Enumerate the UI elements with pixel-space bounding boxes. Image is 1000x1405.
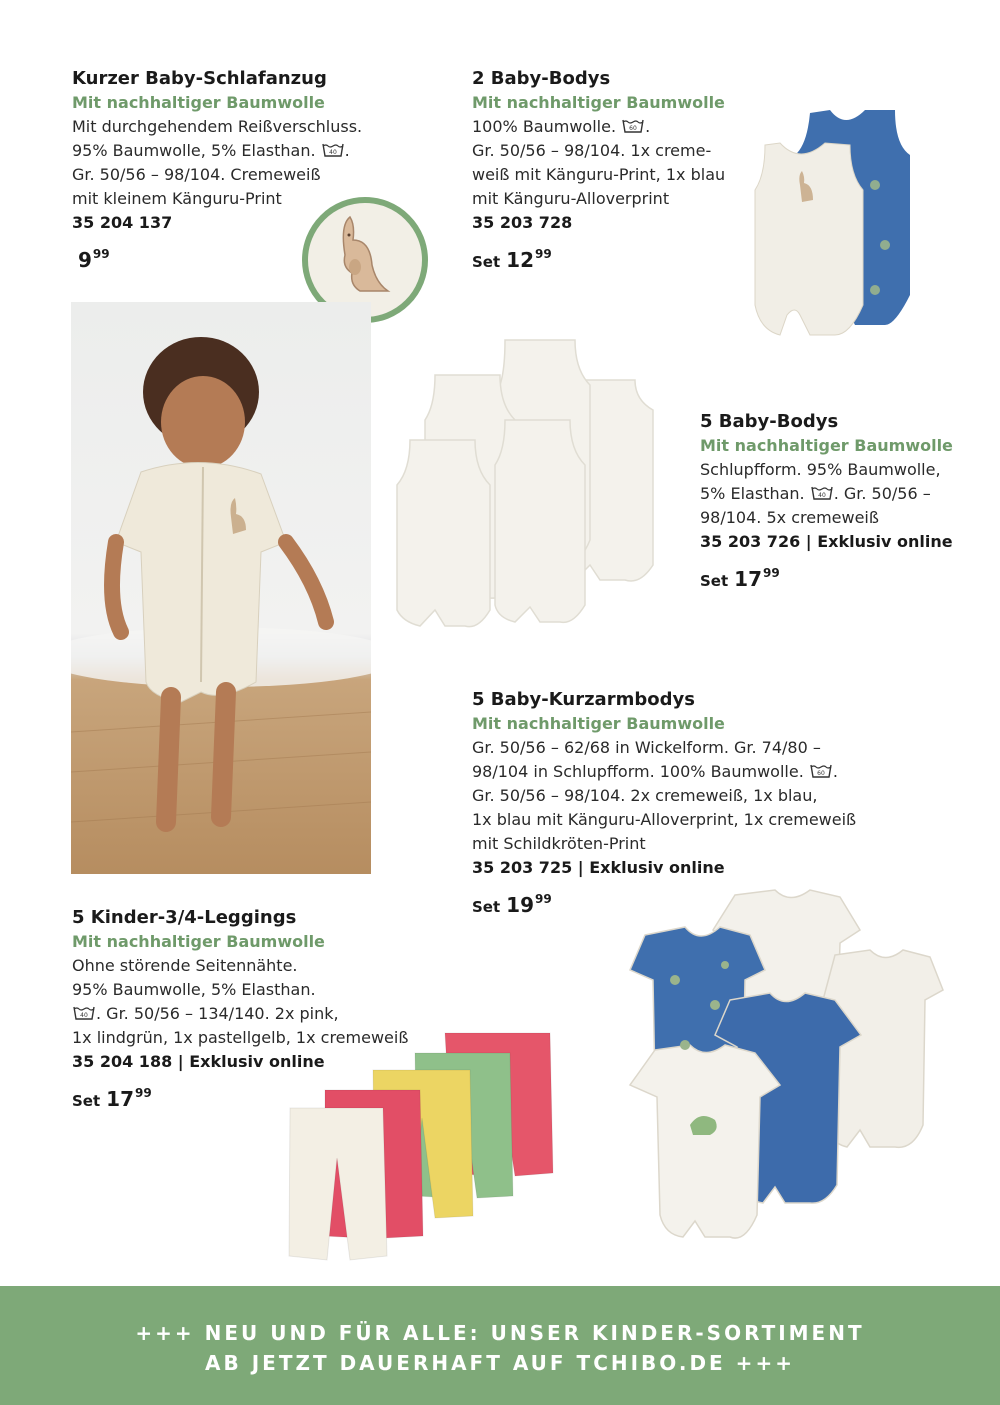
article-number: 35 204 188 | Exklusiv online [72,1052,325,1071]
description-part: . Gr. 50/56 – 98/104. 5x cremeweiß [700,484,931,527]
description-part: . Gr. 50/56 – 98/104. 1x creme- weiß mit Känguru-Print, 1x blau mit Känguru-Alloverprint [472,117,726,208]
description-part: . Gr. 50/56 – 98/104. 2x cremeweiß, 1x blau, 1x blau mit Känguru-Alloverprint, 1x cremeweiß mit Schildkröten-Print [472,762,857,853]
product-subtitle: Mit nachhaltiger Baumwolle [472,93,725,112]
product-subtitle: Mit nachhaltiger Baumwolle [700,436,953,455]
five-white-bodys-image [385,330,675,630]
product-description [700,458,990,530]
price-cents: 99 [135,1086,152,1100]
product-title: 5 Baby-Bodys [700,411,839,432]
wash-temp: 40 [328,149,337,156]
product-5-bodys [700,410,990,594]
price-main: 12 [506,248,534,272]
price-prefix: Set [72,1092,101,1110]
description-part: . Gr. 50/56 – 98/104. Cremeweiß mit kleinem Känguru-Print [72,141,350,208]
wash-60-icon [622,118,644,134]
wash-temp: 60 [629,125,637,132]
wash-temp: 40 [80,1012,88,1019]
baby-photo [71,302,371,874]
product-description [472,115,742,211]
footer-line-2: AB JETZT DAUERHAFT AUF TCHIBO.DE +++ [205,1351,795,1375]
price-prefix: Set [472,253,501,271]
product-subtitle: Mit nachhaltiger Baumwolle [72,93,325,112]
description-part: Gr. 50/56 – 62/68 in Wickelform. Gr. 74/80 – 98/104 in Schlupfform. 100% Baumwolle. [472,738,821,781]
wash-temp: 40 [817,492,826,499]
price-cents: 99 [535,247,552,261]
product-title: 5 Baby-Kurzarmbodys [472,689,695,710]
article-number: 35 204 137 [72,213,173,232]
description-part: . Gr. 50/56 – 134/140. 2x pink, 1x lindgrün, 1x pastellgelb, 1x cremeweiß [72,1004,409,1047]
price-prefix: Set [700,572,729,590]
description-part: 100% Baumwolle. [472,117,622,136]
wash-40-icon [811,485,833,501]
wash-40-icon [73,1005,95,1021]
footer-line-1: +++ NEU UND FÜR ALLE: UNSER KINDER-SORTIMENT [135,1321,865,1345]
price-main: 17 [734,567,762,591]
product-title: 5 Kinder-3/4-Leggings [72,907,297,928]
description-part: Ohne störende Seitennähte. 95% Baumwolle, 5% Elasthan. [72,956,316,999]
article-number: 35 203 728 [472,213,573,232]
price [472,241,742,275]
price [700,560,990,594]
product-title: Kurzer Baby-Schlafanzug [72,68,327,89]
two-bodys-image [745,105,925,350]
product-2-bodys [472,67,742,275]
description-part: Schlupfform. 95% Baumwolle, 5% Elasthan. [700,460,941,503]
product-subtitle: Mit nachhaltiger Baumwolle [72,932,325,951]
price-main: 9 [78,248,92,272]
price-cents: 99 [92,247,110,261]
price-main: 17 [106,1087,134,1111]
wash-60-icon [810,763,832,779]
product-title: 2 Baby-Bodys [472,68,611,89]
article-number: 35 203 725 | Exklusiv online [472,858,725,877]
description-part: Mit durchgehendem Reißverschluss. 95% Baumwolle, 5% Elasthan. [72,117,363,160]
product-description [472,736,892,856]
article-number: 35 203 726 | Exklusiv online [700,532,953,551]
price-cents: 99 [763,566,780,580]
price-main: 19 [506,893,534,917]
price-prefix: Set [472,898,501,916]
product-subtitle: Mit nachhaltiger Baumwolle [472,714,725,733]
price-cents: 99 [535,892,552,906]
wash-40-icon [322,142,344,158]
leggings-image [285,1028,560,1268]
promo-footer-banner [0,1286,1000,1405]
five-kurzarmbodys-image [625,885,945,1255]
wash-temp: 60 [817,770,825,777]
